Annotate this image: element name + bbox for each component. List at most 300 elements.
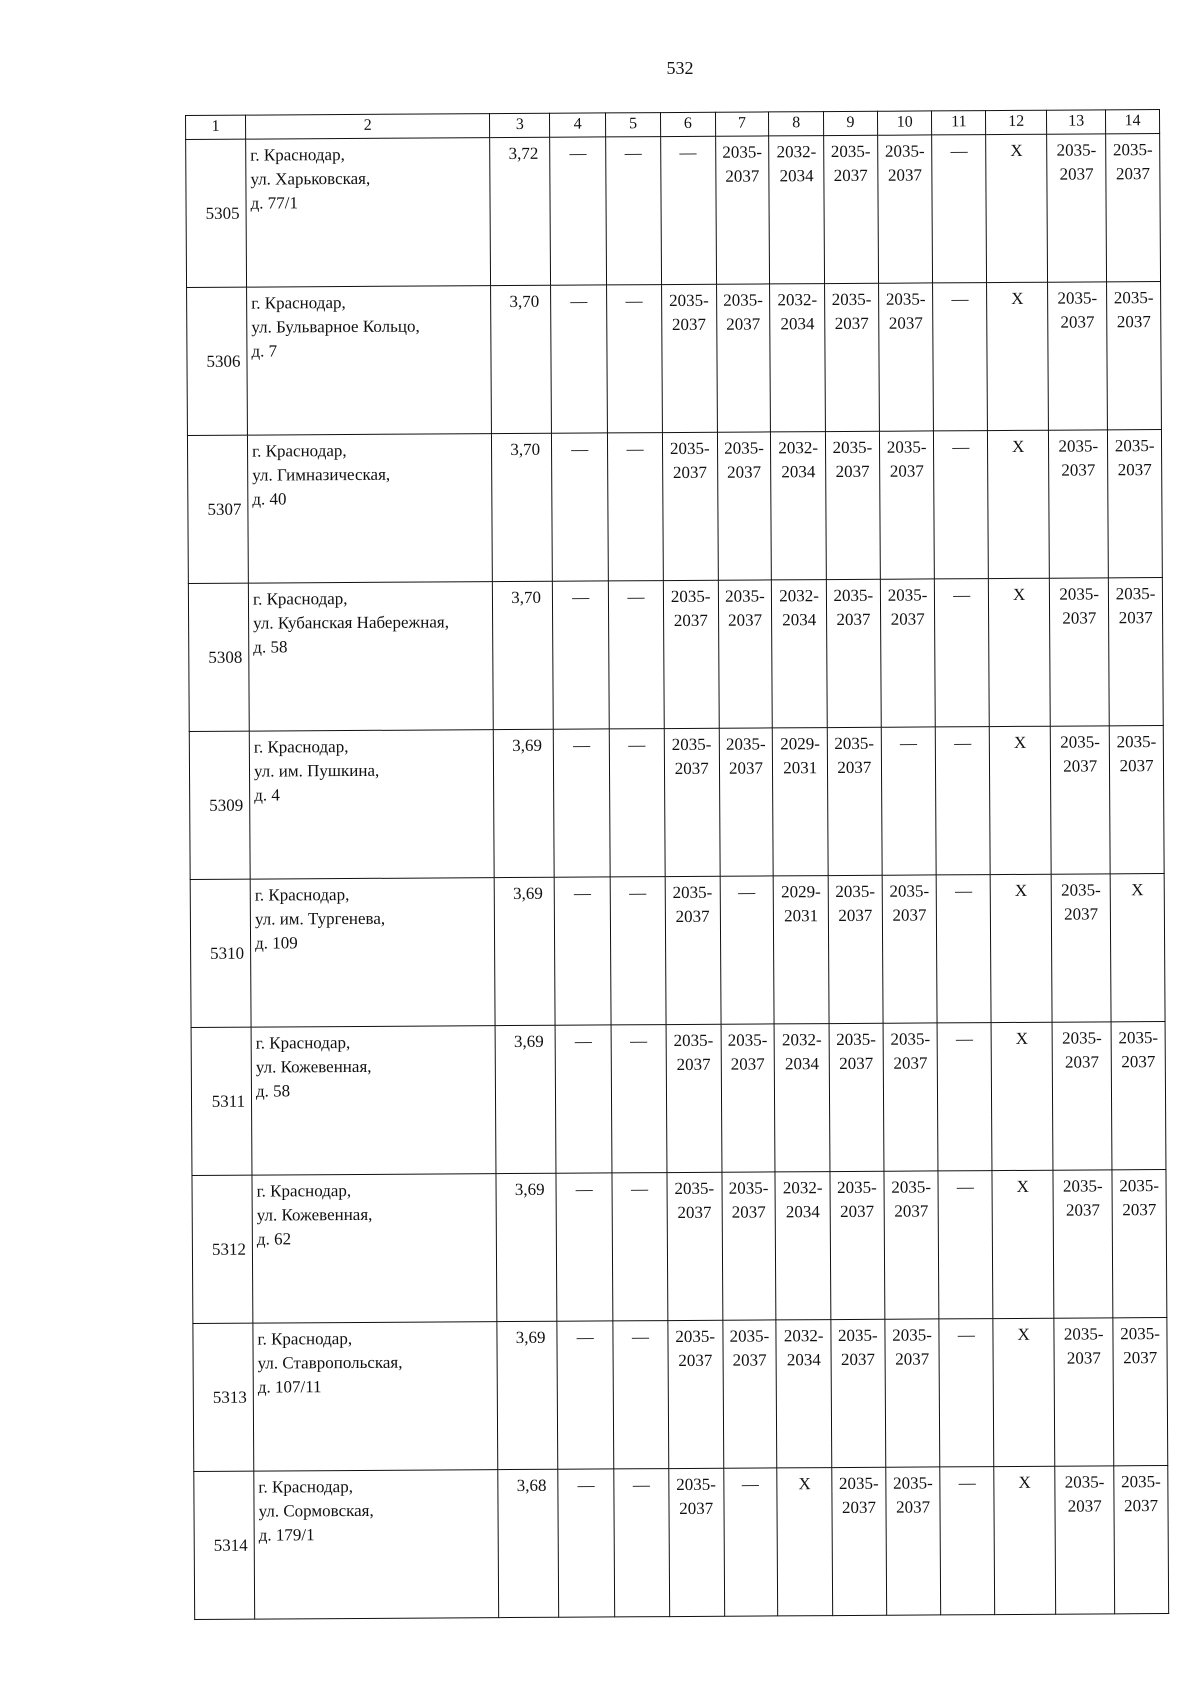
year-range-part: 2037 — [839, 1053, 874, 1074]
value-cell — [824, 135, 879, 283]
page-number: 532 — [666, 58, 694, 78]
value-cell — [662, 432, 718, 580]
dash-mark: — — [958, 1473, 976, 1493]
value-cell — [994, 1466, 1056, 1614]
year-range-part: 2037 — [837, 757, 872, 778]
year-range-part: 2037 — [835, 461, 870, 482]
value-cell — [1108, 430, 1163, 578]
dash-mark: — — [632, 1475, 650, 1495]
x-mark: X — [1012, 436, 1025, 456]
year-range-part: 2035- — [886, 437, 927, 457]
address-line: г. Краснодар, — [252, 441, 347, 461]
year-range-part: 2035- — [725, 734, 766, 754]
address-line: ул. Харьковская, — [250, 168, 371, 189]
year-range-part: 2035- — [830, 141, 871, 162]
table-row — [188, 578, 1163, 732]
year-range-part: 2037 — [1116, 312, 1151, 332]
area-cell: 3,69 — [495, 1025, 556, 1173]
year-range-part: 2035- — [892, 1325, 932, 1345]
value-cell — [937, 875, 992, 1023]
value-cell — [1055, 1466, 1115, 1614]
value-cell — [558, 1469, 615, 1617]
address-line: ул. Бульварное Кольцо, — [251, 316, 420, 337]
address-cell — [252, 1174, 497, 1323]
dash-mark: — — [628, 735, 646, 755]
year-range-part: 2037 — [838, 905, 873, 926]
value-cell — [550, 137, 607, 285]
year-range-part: 2037 — [728, 758, 764, 778]
column-header: 2 — [246, 114, 490, 139]
dash-mark: — — [631, 1327, 650, 1347]
year-range-part: 2035- — [884, 141, 925, 161]
year-range-part: 2035- — [729, 1326, 770, 1346]
value-cell — [611, 1025, 667, 1173]
dash-mark: — — [951, 289, 969, 309]
year-range-part: 2035- — [673, 1030, 714, 1051]
value-cell — [989, 578, 1051, 726]
year-range-part: 2037 — [896, 1497, 931, 1517]
value-cell — [832, 1467, 887, 1615]
address-line: г. Краснодар, — [250, 145, 345, 165]
year-range-part: 2037 — [1122, 1200, 1157, 1220]
year-range-part: 2034 — [785, 1202, 820, 1222]
year-range-part: 2037 — [836, 609, 871, 630]
value-cell — [669, 1468, 725, 1616]
address-line: д. 58 — [255, 1081, 291, 1101]
address-line: г. Краснодар, — [258, 1476, 354, 1497]
value-cell — [609, 729, 665, 877]
value-cell — [992, 1170, 1054, 1318]
dash-mark: — — [569, 143, 587, 163]
value-cell — [667, 1172, 723, 1320]
column-header: 6 — [660, 112, 715, 136]
year-range-part: 2037 — [731, 1202, 766, 1222]
column-header: 9 — [824, 111, 878, 135]
value-cell — [990, 874, 1052, 1022]
dash-mark: — — [624, 143, 642, 163]
table-row — [191, 1022, 1166, 1176]
dash-mark: — — [577, 1475, 595, 1495]
value-cell — [1109, 578, 1164, 726]
year-range-part: 2035- — [832, 437, 873, 458]
dash-mark: — — [950, 141, 968, 161]
row-number: 5313 — [193, 1323, 254, 1471]
year-range-part: 2035- — [671, 734, 712, 755]
table-row — [189, 726, 1164, 880]
address-cell — [247, 434, 492, 583]
row-number: 5312 — [192, 1175, 253, 1323]
year-range-part: 2035- — [668, 290, 709, 311]
value-cell — [936, 727, 991, 875]
value-cell — [989, 726, 1051, 874]
dash-mark: — — [625, 291, 643, 311]
value-cell — [1053, 1170, 1113, 1318]
year-range-part: 2037 — [894, 1201, 929, 1221]
area-cell: 3,69 — [494, 877, 555, 1025]
value-cell — [1109, 726, 1164, 874]
year-range-part: 2035- — [1063, 1324, 1104, 1344]
value-cell — [886, 1467, 942, 1615]
dash-mark: — — [956, 1177, 974, 1197]
year-range-part: 2035- — [1118, 1028, 1159, 1048]
value-cell — [661, 136, 717, 284]
column-header: 11 — [932, 111, 986, 135]
value-cell — [1107, 282, 1162, 430]
year-range-part: 2037 — [888, 313, 923, 333]
year-range-part: 2037 — [1063, 756, 1098, 776]
x-mark: X — [1010, 140, 1023, 160]
column-header: 5 — [606, 113, 661, 137]
address-line: д. 62 — [256, 1229, 292, 1249]
year-range-part: 2031 — [784, 906, 819, 926]
year-range-part: 2034 — [786, 1350, 821, 1370]
value-cell — [880, 579, 936, 727]
dash-mark: — — [954, 733, 972, 753]
year-range-part: 2037 — [676, 1054, 711, 1075]
value-cell — [1050, 578, 1110, 726]
column-header: 3 — [490, 113, 550, 137]
year-range-part: 2035- — [724, 438, 764, 458]
value-cell — [933, 283, 988, 431]
value-cell — [772, 580, 828, 728]
year-range-part: 2037 — [678, 1350, 713, 1371]
year-range-part: 2037 — [890, 609, 925, 629]
value-cell — [879, 431, 935, 579]
value-cell — [1054, 1318, 1114, 1466]
year-range-part: 2035- — [838, 1473, 879, 1494]
value-cell — [1048, 282, 1108, 430]
dash-mark: — — [574, 1031, 592, 1051]
value-cell — [826, 579, 881, 727]
dash-mark: — — [630, 1179, 649, 1199]
year-range-part: 2037 — [671, 314, 707, 335]
value-cell — [882, 875, 938, 1023]
table-row — [194, 1466, 1169, 1620]
year-range-part: 2035- — [1121, 1472, 1161, 1492]
dash-mark: — — [957, 1325, 975, 1345]
value-cell — [665, 876, 721, 1024]
value-cell — [938, 1023, 993, 1171]
x-mark: X — [1017, 1324, 1030, 1344]
value-cell — [606, 137, 662, 285]
value-cell — [1049, 430, 1109, 578]
year-range-part: 2037 — [679, 1498, 714, 1519]
area-cell: 3,70 — [493, 581, 554, 729]
year-range-part: 2037 — [1121, 1052, 1156, 1072]
value-cell — [932, 135, 987, 283]
value-cell — [1051, 874, 1111, 1022]
value-cell — [664, 728, 720, 876]
x-mark: X — [1131, 880, 1144, 900]
value-cell — [829, 1023, 884, 1171]
row-number: 5311 — [191, 1027, 252, 1175]
table-row — [186, 134, 1161, 288]
value-cell — [1106, 134, 1161, 282]
value-cell — [553, 581, 610, 729]
area-cell: 3,69 — [497, 1321, 558, 1469]
value-cell — [935, 579, 990, 727]
year-range-part: 2037 — [834, 313, 869, 334]
address-line: д. 107/11 — [257, 1377, 322, 1397]
value-cell — [1114, 1466, 1169, 1614]
dash-mark: — — [573, 735, 591, 755]
year-range-part: 2035- — [723, 290, 763, 310]
address-line: д. 77/1 — [250, 193, 298, 213]
x-mark: X — [1012, 584, 1026, 604]
dash-mark: — — [953, 585, 971, 605]
value-cell — [991, 1022, 1053, 1170]
year-range-part: 2037 — [887, 165, 923, 185]
year-range-part: 2035- — [1116, 732, 1157, 752]
year-range-part: 2037 — [672, 462, 707, 483]
dash-mark: — — [570, 291, 588, 311]
address-line: д. 7 — [251, 341, 278, 361]
year-range-part: 2035- — [1112, 140, 1153, 160]
year-range-part: 2037 — [1062, 608, 1097, 628]
year-range-part: 2037 — [833, 165, 868, 186]
year-range-part: 2035- — [1115, 584, 1156, 604]
year-range-part: 2035- — [674, 1178, 715, 1199]
area-cell: 3,69 — [496, 1173, 557, 1321]
value-cell — [885, 1319, 941, 1467]
year-range-part: 2035- — [1057, 288, 1098, 308]
year-range-part: 2035- — [837, 1177, 877, 1198]
x-mark: X — [798, 1474, 811, 1494]
year-range-part: 2035- — [837, 1325, 878, 1346]
year-range-part: 2034 — [784, 1054, 820, 1074]
year-range-part: 2037 — [677, 1202, 712, 1223]
address-line: ул. им. Пушкина, — [253, 760, 380, 781]
value-cell — [938, 1171, 993, 1319]
value-cell — [769, 136, 825, 284]
value-cell — [773, 876, 829, 1024]
address-line: г. Краснодар, — [255, 1033, 351, 1053]
column-header: 8 — [769, 112, 824, 136]
year-range-part: 2034 — [780, 314, 815, 334]
year-range-part: 2035- — [1060, 732, 1100, 752]
value-cell — [613, 1321, 669, 1469]
dash-mark: — — [626, 439, 644, 459]
table-row — [190, 874, 1165, 1028]
value-cell — [722, 1172, 777, 1320]
value-cell — [877, 135, 933, 283]
year-range-part: 2037 — [1119, 756, 1154, 776]
dash-mark: — — [627, 587, 645, 607]
dash-mark: — — [741, 1474, 759, 1494]
year-range-part: 2037 — [726, 314, 761, 334]
year-range-part: 2037 — [674, 758, 709, 779]
address-line: д. 58 — [253, 637, 288, 657]
address-line: г. Краснодар, — [256, 1181, 352, 1201]
address-cell — [248, 582, 493, 731]
year-range-part: 2037 — [732, 1350, 767, 1370]
address-line: г. Краснодар, — [252, 589, 348, 609]
year-range-part: 2037 — [895, 1349, 930, 1369]
value-cell — [555, 1025, 612, 1173]
year-range-part: 2032- — [782, 1178, 823, 1198]
value-cell — [878, 283, 934, 431]
year-range-part: 2037 — [673, 610, 708, 631]
value-cell — [722, 1320, 777, 1468]
column-header: 14 — [1106, 110, 1160, 134]
x-mark: X — [1011, 288, 1024, 308]
year-range-part: 2037 — [892, 905, 927, 925]
column-header: 13 — [1047, 110, 1106, 134]
address-cell — [254, 1470, 499, 1619]
year-range-part: 2035- — [676, 1474, 716, 1495]
table-row — [187, 282, 1162, 436]
value-cell — [828, 875, 883, 1023]
year-range-part: 2034 — [781, 462, 816, 482]
address-line: ул. Кожевенная, — [256, 1204, 373, 1225]
address-line: г. Краснодар, — [257, 1329, 353, 1349]
column-header: 7 — [715, 112, 769, 136]
row-number: 5307 — [187, 435, 248, 583]
area-cell: 3,70 — [492, 433, 553, 581]
address-line: д. 109 — [255, 933, 298, 953]
year-range-part: 2037 — [841, 1497, 876, 1518]
value-cell — [884, 1171, 940, 1319]
address-line: г. Краснодар, — [254, 885, 350, 905]
year-range-part: 2035- — [831, 289, 872, 310]
address-line: г. Краснодар, — [251, 293, 346, 313]
year-range-part: 2037 — [1064, 1052, 1100, 1072]
value-cell — [831, 1319, 886, 1467]
year-range-part: 2034 — [779, 166, 814, 186]
dash-mark: — — [629, 883, 647, 903]
year-range-part: 2035- — [1062, 1176, 1103, 1196]
value-cell — [723, 1468, 778, 1616]
value-cell — [1047, 134, 1107, 282]
value-cell — [715, 136, 770, 284]
year-range-part: 2035- — [1113, 288, 1154, 308]
year-range-part: 2037 — [1067, 1496, 1102, 1516]
value-cell — [773, 728, 829, 876]
value-cell — [1110, 874, 1165, 1022]
year-range-part: 2035- — [675, 1326, 716, 1347]
value-cell — [770, 284, 826, 432]
year-range-part: 2035- — [835, 881, 876, 902]
year-range-part: 2035- — [1061, 880, 1101, 900]
value-cell — [827, 727, 882, 875]
area-cell: 3,68 — [498, 1469, 559, 1617]
table-body — [186, 110, 1169, 1620]
value-cell — [1112, 1170, 1167, 1318]
column-header: 12 — [986, 110, 1047, 134]
dash-mark: — — [572, 587, 590, 607]
year-range-part: 2037 — [840, 1349, 876, 1370]
year-range-part: 2035- — [833, 585, 874, 606]
value-cell — [825, 431, 880, 579]
value-cell — [554, 729, 611, 877]
value-cell — [608, 433, 664, 581]
year-range-part: 2037 — [727, 610, 763, 630]
row-number: 5310 — [190, 879, 251, 1027]
value-cell — [830, 1171, 885, 1319]
value-cell — [939, 1319, 994, 1467]
dash-mark: — — [955, 1029, 974, 1049]
year-range-part: 2035- — [893, 1473, 933, 1493]
year-range-part: 2037 — [1061, 460, 1096, 480]
year-range-part: 2029- — [781, 882, 821, 902]
year-range-part: 2037 — [1066, 1348, 1101, 1368]
year-range-part: 2029- — [780, 734, 820, 754]
year-range-part: 2037 — [893, 1053, 928, 1073]
year-range-part: 2035- — [672, 882, 713, 903]
year-range-part: 2032- — [778, 438, 819, 458]
address-cell — [251, 1026, 496, 1175]
dash-mark: — — [630, 1031, 648, 1051]
value-cell — [825, 283, 880, 431]
value-cell — [988, 430, 1050, 578]
value-cell — [987, 282, 1049, 430]
table-row — [192, 1170, 1167, 1324]
address-cell — [253, 1322, 498, 1471]
year-range-part: 2035- — [1061, 1028, 1102, 1048]
x-mark: X — [1014, 880, 1028, 900]
value-cell — [777, 1468, 833, 1616]
x-mark: X — [1016, 1176, 1029, 1196]
register-table — [185, 109, 1169, 1620]
value-cell — [717, 432, 772, 580]
address-line: ул. Сормовская, — [258, 1500, 374, 1521]
year-range-part: 2037 — [1123, 1348, 1158, 1368]
year-range-part: 2037 — [1060, 312, 1095, 332]
year-range-part: 2035- — [887, 585, 928, 605]
row-number: 5306 — [187, 287, 248, 435]
address-cell — [246, 138, 491, 287]
year-range-part: 2037 — [1065, 1200, 1100, 1220]
year-range-part: 2035- — [722, 142, 763, 162]
year-range-part: 2032- — [779, 586, 820, 606]
dash-mark: — — [738, 882, 756, 902]
year-range-part: 2037 — [1117, 460, 1152, 480]
year-range-part: 2035- — [1058, 436, 1099, 456]
address-line: д. 40 — [252, 489, 287, 509]
address-cell — [249, 730, 494, 879]
year-range-part: 2035- — [1120, 1324, 1160, 1344]
area-cell: 3,70 — [491, 285, 552, 433]
year-range-part: 2037 — [725, 166, 760, 186]
x-mark: X — [1015, 1028, 1029, 1048]
year-range-part: 2035- — [891, 1177, 932, 1197]
year-range-part: 2032- — [776, 142, 817, 162]
year-range-part: 2032- — [781, 1030, 822, 1050]
value-cell — [934, 431, 989, 579]
area-cell: 3,72 — [490, 137, 551, 285]
dash-mark: — — [955, 881, 973, 901]
address-cell — [250, 878, 495, 1027]
address-line: д. 179/1 — [258, 1525, 315, 1545]
address-line: г. Краснодар, — [253, 737, 349, 757]
row-number: 5308 — [188, 583, 249, 731]
dash-mark: — — [952, 437, 970, 457]
column-header: 10 — [877, 111, 932, 135]
address-cell — [247, 286, 492, 435]
value-cell — [719, 728, 774, 876]
dash-mark: — — [573, 883, 592, 903]
value-cell — [666, 1024, 722, 1172]
value-cell — [556, 1173, 613, 1321]
year-range-part: 2035- — [885, 289, 926, 309]
value-cell — [993, 1318, 1055, 1466]
year-range-part: 2037 — [1118, 608, 1153, 628]
value-cell — [776, 1320, 832, 1468]
row-number: 5305 — [186, 139, 247, 287]
year-range-part: 2037 — [889, 461, 924, 481]
area-cell: 3,69 — [494, 729, 555, 877]
year-range-part: 2037 — [840, 1201, 875, 1222]
